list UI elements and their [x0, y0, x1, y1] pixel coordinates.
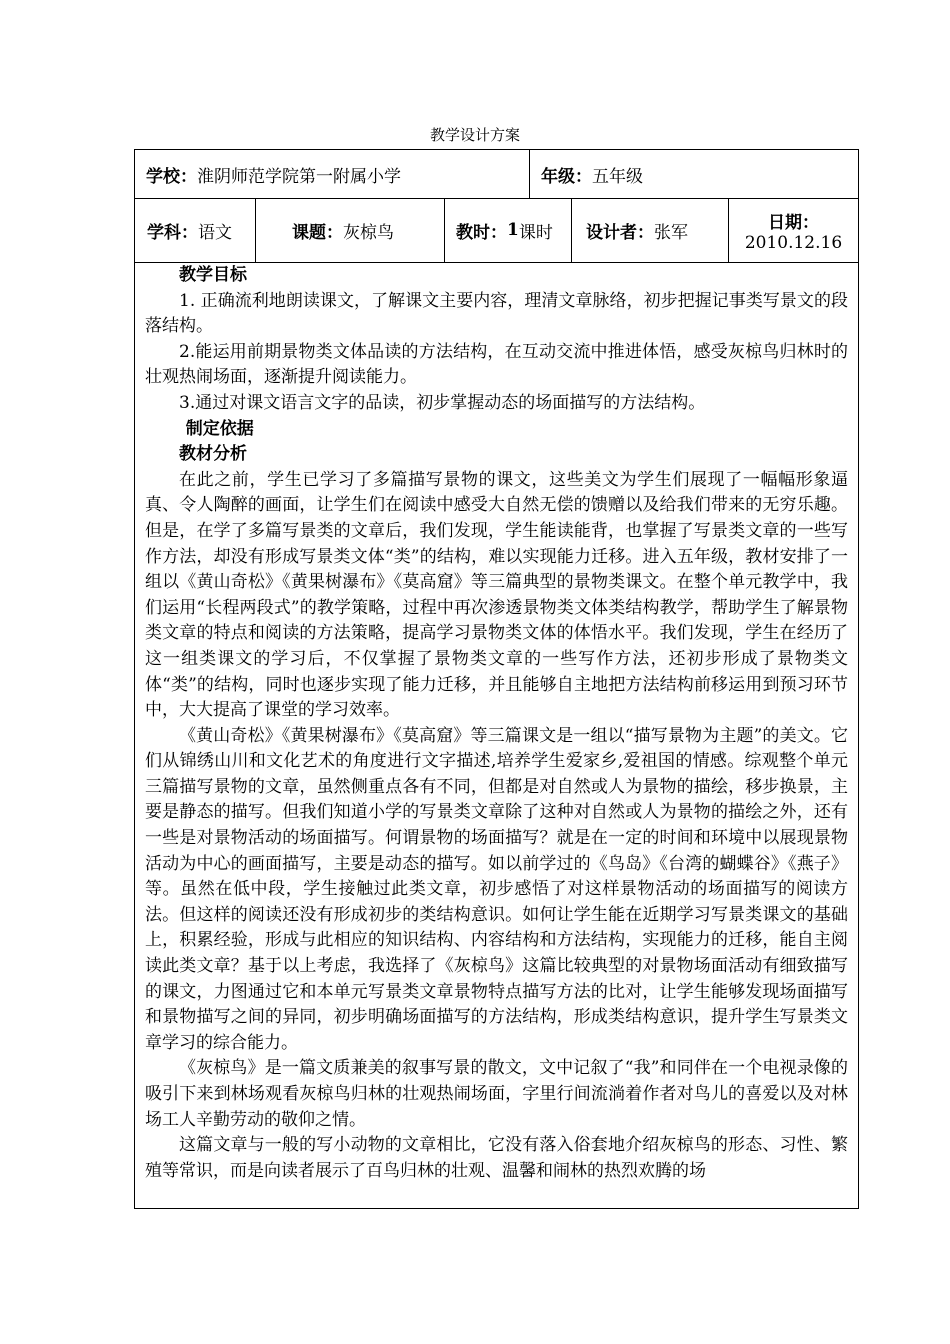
- analysis-paragraph: 在此之前，学生已学习了多篇描写景物的课文，这些美文为学生们展现了一幅幅形象逼真、令人陶醉的画面，让学生们在阅读中感受大自然无偿的馈赠以及给我们带来的无穷乐趣。但是，在学了多篇写景类的文章后，我们发现，学生能读能背，也掌握了写景类文章的一些写作方法，却没有形成写景类文体“类”的结构，难以实现能力迁移。进入五年级，教材安排了一组以《黄山奇松》《黄果树瀑布》《莫高窟》等三篇典型的景物类课文。在整个单元教学中，我们运用“长程两段式”的教学策略，过程中再次渗透景物类文体类结构教学，帮助学生了解景物类文章的特点和阅读的方法策略，提高学习景物类文体的体悟水平。我们发现，学生在经历了这一组类课文的学习后，不仅掌握了景物类文章的一些写作方法，还初步形成了景物类文体“类”的结构，同时也逐步实现了能力迁移，并且能够自主地把方法结构前移运用到预习环节中，大大提高了课堂的学习效率。: [145, 469, 848, 721]
- goal-item: 2.能运用前期景物类文体品读的方法结构，在互动交流中推进体悟，感受灰椋鸟归林时的壮观热闹场面，逐渐提升阅读能力。: [145, 341, 848, 388]
- goal-item: 1. 正确流利地朗读课文，了解课文主要内容，理清文章脉络，初步把握记事类写景文的段落结构。: [145, 290, 848, 337]
- goal-item: 3.通过对课文语言文字的品读，初步掌握动态的场面描写的方法结构。: [179, 392, 706, 413]
- school-value: 淮阴师范学院第一附属小学: [197, 166, 401, 187]
- basis-heading: 制定依据: [185, 418, 254, 439]
- topic-label: 课题：: [292, 222, 343, 243]
- designer-cell: [572, 198, 729, 262]
- goals-heading: 教学目标: [179, 265, 247, 285]
- plan-content: [135, 262, 858, 1184]
- hours-label: 教时：: [456, 222, 507, 243]
- document-title: 教学设计方案: [429, 126, 520, 144]
- analysis-heading: 教材分析: [179, 444, 247, 465]
- designer-label: 设计者：: [586, 222, 654, 243]
- header-row-details: [135, 198, 858, 263]
- analysis-paragraph: 这篇文章与一般的写小动物的文章相比，它没有落入俗套地介绍灰椋鸟的形态、习性、繁殖等常识，而是向读者展示了百鸟归林的壮观、温馨和闹林的热烈欢腾的场: [145, 1135, 848, 1181]
- lesson-plan-table: [134, 149, 859, 1209]
- topic-cell: [256, 198, 445, 262]
- analysis-paragraph: 《黄山奇松》《黄果树瀑布》《莫高窟》等三篇课文是一组以“描写景物为主题”的美文。它们从锦绣山川和文化艺术的角度进行文字描述,培养学生爱家乡,爱祖国的情感。综观整个单元三篇描写景物的文章，虽然侧重点各有不同，但都是对自然或人为景物的描绘，移步换景，主要是静态的描写。但我们知道小学的写景类文章除了这种对自然或人为景物的描绘之外，还有一些是对景物活动的场面描写。何谓景物的场面描写？就是在一定的时间和环境中以展现景物活动为中心的画面描写，主要是动态的描写。如以前学过的《鸟岛》《台湾的蝴蝶谷》《燕子》等。虽然在低中段，学生接触过此类文章，初步感悟了对这样景物活动的场面描写的阅读方法。但这样的阅读还没有形成初步的类结构意识。如何让学生能在近期学习写景类课文的基础上，积累经验，形成与此相应的知识结构、内容结构和方法结构，实现能力的迁移，能自主阅读此类文章？基于以上考虑，我选择了《灰椋鸟》这篇比较典型的对景物场面活动有细致描写的课文，力图通过它和本单元写景类文章景物特点描写方法的比对，让学生能够发现场面描写和景物描写之间的异同，初步明确场面描写的方法结构，形成类结构意识，提升学生写景类文章学习的综合能力。: [145, 725, 848, 1053]
- subject-value: 语文: [198, 222, 232, 243]
- hours-value: 1: [507, 220, 519, 240]
- grade-label: 年级：: [541, 166, 592, 187]
- designer-value: 张军: [654, 222, 688, 243]
- date-cell: [729, 198, 858, 262]
- analysis-paragraph: 《灰椋鸟》是一篇文质兼美的叙事写景的散文，文中记叙了“我”和同伴在一个电视录像的吸引下来到林场观看灰椋鸟归林的壮观热闹场面，字里行间流淌着作者对鸟儿的喜爱以及对林场工人辛勤劳动的敬仰之情。: [145, 1058, 848, 1130]
- school-cell: [135, 150, 530, 198]
- date-label: 日期：: [768, 212, 819, 233]
- header-row-school: [135, 150, 858, 199]
- hours-cell: [445, 198, 572, 262]
- topic-value: 灰椋鸟: [343, 222, 394, 243]
- subject-label: 学科：: [147, 222, 198, 243]
- grade-value: 五年级: [592, 166, 643, 187]
- hours-unit: 课时: [518, 222, 553, 243]
- school-label: 学校：: [146, 166, 197, 187]
- date-value: 2010.12.16: [744, 232, 843, 253]
- grade-cell: [530, 150, 858, 198]
- subject-cell: [135, 198, 256, 262]
